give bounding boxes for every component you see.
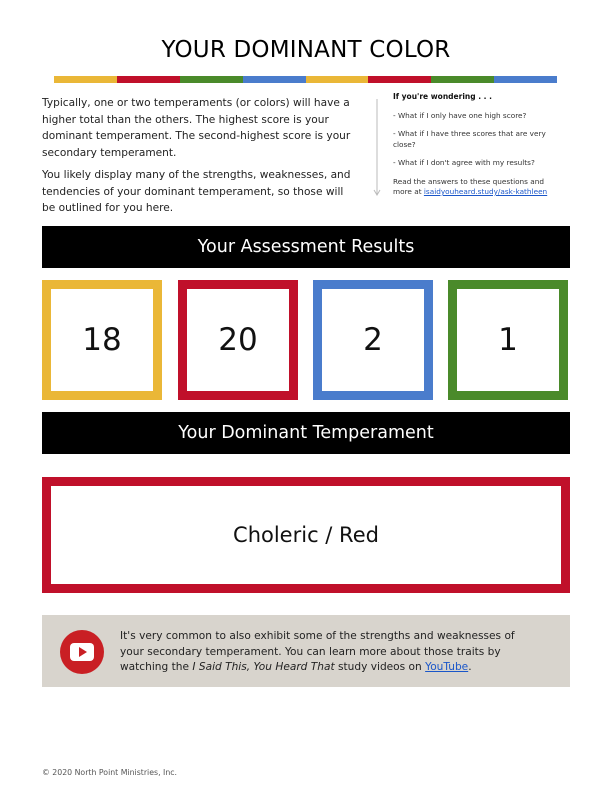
faq-question: - What if I only have one high score? (393, 110, 527, 120)
stripe-red (117, 76, 180, 83)
note-text-after: . (468, 661, 472, 673)
stripe-green (180, 76, 243, 83)
dominant-result: Choleric / Red (233, 523, 379, 547)
dominant-heading: Your Dominant Temperament (42, 412, 570, 454)
stripe-red (368, 76, 431, 83)
faq-heading: If you're wondering . . . (393, 92, 492, 101)
note-text-middle: study videos on (334, 661, 426, 673)
stripe-blue (243, 76, 306, 83)
stripe-blue (494, 76, 557, 83)
intro-paragraph-2: You likely display many of the strengths, weaknesses, and tendencies of your dominant temperament, so those will be outlined for you here. (42, 169, 351, 214)
youtube-link[interactable]: YouTube (425, 661, 469, 673)
dominant-result-box (42, 477, 570, 593)
score-value: 20 (218, 322, 258, 358)
faq-question: - What if I have three scores that are very close? (393, 129, 546, 149)
copyright-footer: © 2020 North Point Ministries, Inc. (42, 768, 178, 777)
intro-text (42, 95, 354, 223)
faq-aside (393, 92, 565, 198)
stripe-yellow (306, 76, 369, 83)
faq-answer-label: Read the answers to these questions and more at (393, 176, 545, 196)
score-box-yellow (42, 280, 162, 400)
score-boxes (42, 280, 570, 400)
faq-question: - What if I don't agree with my results? (393, 158, 535, 167)
color-stripe (54, 76, 557, 83)
score-value: 18 (82, 322, 122, 358)
youtube-play-icon[interactable] (60, 630, 104, 674)
intro-paragraph-1: Typically, one or two temperaments (or colors) will have a higher total than the others. The highest score is your dominant temperament. The second-highest score is your secondary temperament. (42, 97, 351, 159)
faq-answer-text (393, 177, 565, 198)
score-box-blue (313, 280, 433, 400)
score-box-red (178, 280, 298, 400)
note-text-before: It's very common to also exhibit some of the strengths and weaknesses of your secondary temperament. You can learn more about those traits by watching the (120, 630, 515, 673)
down-arrow-icon (373, 99, 381, 199)
stripe-green (431, 76, 494, 83)
note-text (120, 629, 540, 676)
score-value: 2 (363, 322, 383, 358)
play-icon (70, 643, 94, 661)
study-title: I Said This, You Heard That (192, 661, 335, 673)
score-box-green (448, 280, 568, 400)
results-heading: Your Assessment Results (42, 226, 570, 268)
page-title: YOUR DOMINANT COLOR (161, 37, 451, 63)
stripe-yellow (54, 76, 117, 83)
secondary-note (42, 615, 570, 687)
ask-kathleen-link[interactable]: isaidyouheard.study/ask-kathleen (423, 187, 548, 196)
score-value: 1 (498, 322, 518, 358)
